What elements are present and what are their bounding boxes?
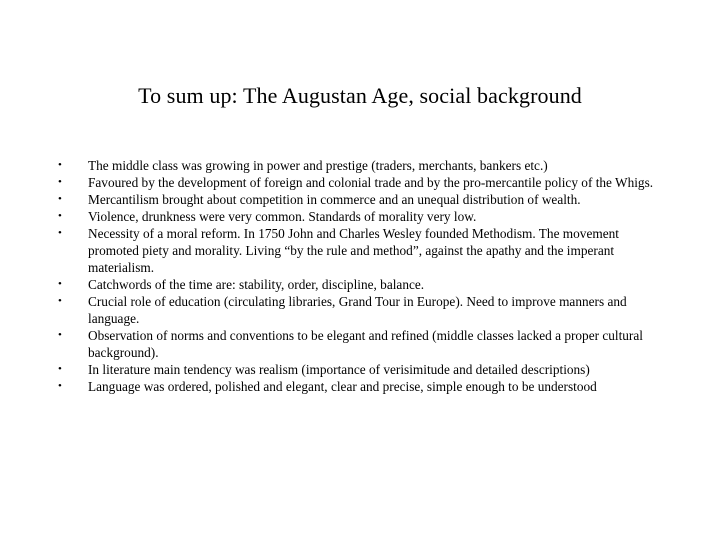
bullet-text: Catchwords of the time are: stability, order, discipline, balance. [88,277,425,292]
bullet-icon: • [58,329,62,341]
bullet-text: The middle class was growing in power and prestige (traders, merchants, bankers etc.) [88,158,548,173]
bullet-item [58,378,658,395]
bullet-text: Favoured by the development of foreign and colonial trade and by the pro-mercantile policy of the Whigs. [88,175,654,190]
bullet-text: Mercantilism brought about competition in commerce and an unequal distribution of wealth. [88,192,581,207]
bullet-icon: • [58,193,62,205]
bullet-item [58,174,658,191]
bullet-item [58,361,658,378]
slide-title: To sum up: The Augustan Age, social background [138,83,582,108]
bullet-item [58,293,658,327]
bullet-list [58,157,658,395]
bullet-icon: • [58,210,62,222]
bullet-item [58,276,658,293]
bullet-text: Language was ordered, polished and elegant, clear and precise, simple enough to be understood [88,379,597,394]
bullet-item [58,191,658,208]
bullet-icon: • [58,363,62,375]
bullet-item [58,327,658,361]
bullet-text: In literature main tendency was realism (importance of verisimitude and detailed descriptions) [88,362,590,377]
bullet-item [58,225,658,276]
bullet-text: Observation of norms and conventions to be elegant and refined (middle classes lacked a proper cultural background). [88,328,643,360]
bullet-icon: • [58,227,62,239]
bullet-item [58,208,658,225]
bullet-text: Violence, drunkness were very common. Standards of morality very low. [88,209,477,224]
bullet-icon: • [58,380,62,392]
bullet-icon: • [58,295,62,307]
bullet-icon: • [58,176,62,188]
bullet-icon: • [58,159,62,171]
bullet-icon: • [58,278,62,290]
bullet-item [58,157,658,174]
bullet-text: Necessity of a moral reform. In 1750 John and Charles Wesley founded Methodism. The movement promoted piety and morality. Living “by the rule and method”, against the apathy and the imperant materialism. [88,226,619,275]
bullet-text: Crucial role of education (circulating libraries, Grand Tour in Europe). Need to improve manners and language. [88,294,627,326]
